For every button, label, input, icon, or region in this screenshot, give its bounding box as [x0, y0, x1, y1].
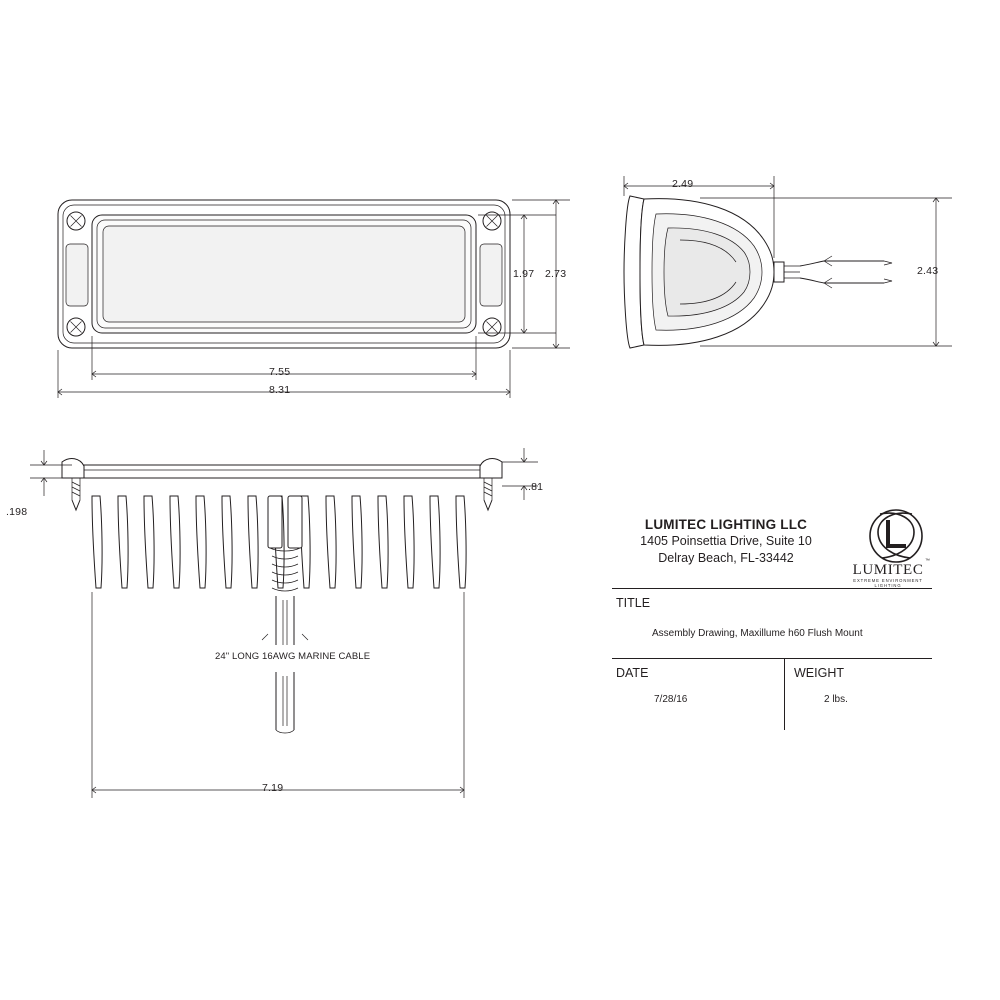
company-name: LUMITEC LIGHTING LLC — [644, 517, 808, 532]
logo-tagline: EXTREME ENVIRONMENT LIGHTING — [853, 578, 923, 588]
dim-front-inner-height: 1.97 — [513, 268, 535, 280]
cable-gland — [268, 496, 302, 733]
front-view-geometry — [58, 200, 570, 398]
weight-field-label: WEIGHT — [794, 666, 844, 680]
weight-field-value: 2 lbs. — [824, 694, 848, 705]
dim-side-height: 2.43 — [917, 265, 939, 277]
dim-front-outer-width: 8.31 — [269, 384, 291, 396]
cable-note: 24" LONG 16AWG MARINE CABLE — [215, 651, 371, 662]
title-field-value: Assembly Drawing, Maxillume h60 Flush Mount — [652, 628, 863, 639]
side-view-geometry — [624, 176, 952, 348]
titleblock-divider-top — [612, 588, 932, 589]
titleblock-divider-mid — [612, 658, 932, 659]
dim-side-width: 2.49 — [672, 178, 694, 190]
logo-wordmark: LUMITEC — [852, 562, 924, 578]
date-field-label: DATE — [616, 666, 649, 680]
dim-front-inner-width: 7.55 — [269, 366, 291, 378]
dim-section-thickness: .198 — [6, 506, 28, 518]
title-field-label: TITLE — [616, 596, 651, 610]
title-block — [612, 508, 932, 738]
section-view-geometry — [30, 448, 538, 798]
company-info — [612, 516, 840, 567]
dim-front-outer-height: 2.73 — [545, 268, 567, 280]
logo-trademark: ™ — [925, 558, 930, 564]
titleblock-divider-vertical — [784, 658, 785, 730]
company-address-line2: Delray Beach, FL-33442 — [658, 551, 794, 565]
date-field-value: 7/28/16 — [654, 694, 688, 705]
dim-section-flange: .81 — [528, 481, 544, 493]
dim-section-width: 7.19 — [262, 782, 284, 794]
company-address-line1: 1405 Poinsettia Drive, Suite 10 — [640, 534, 812, 548]
